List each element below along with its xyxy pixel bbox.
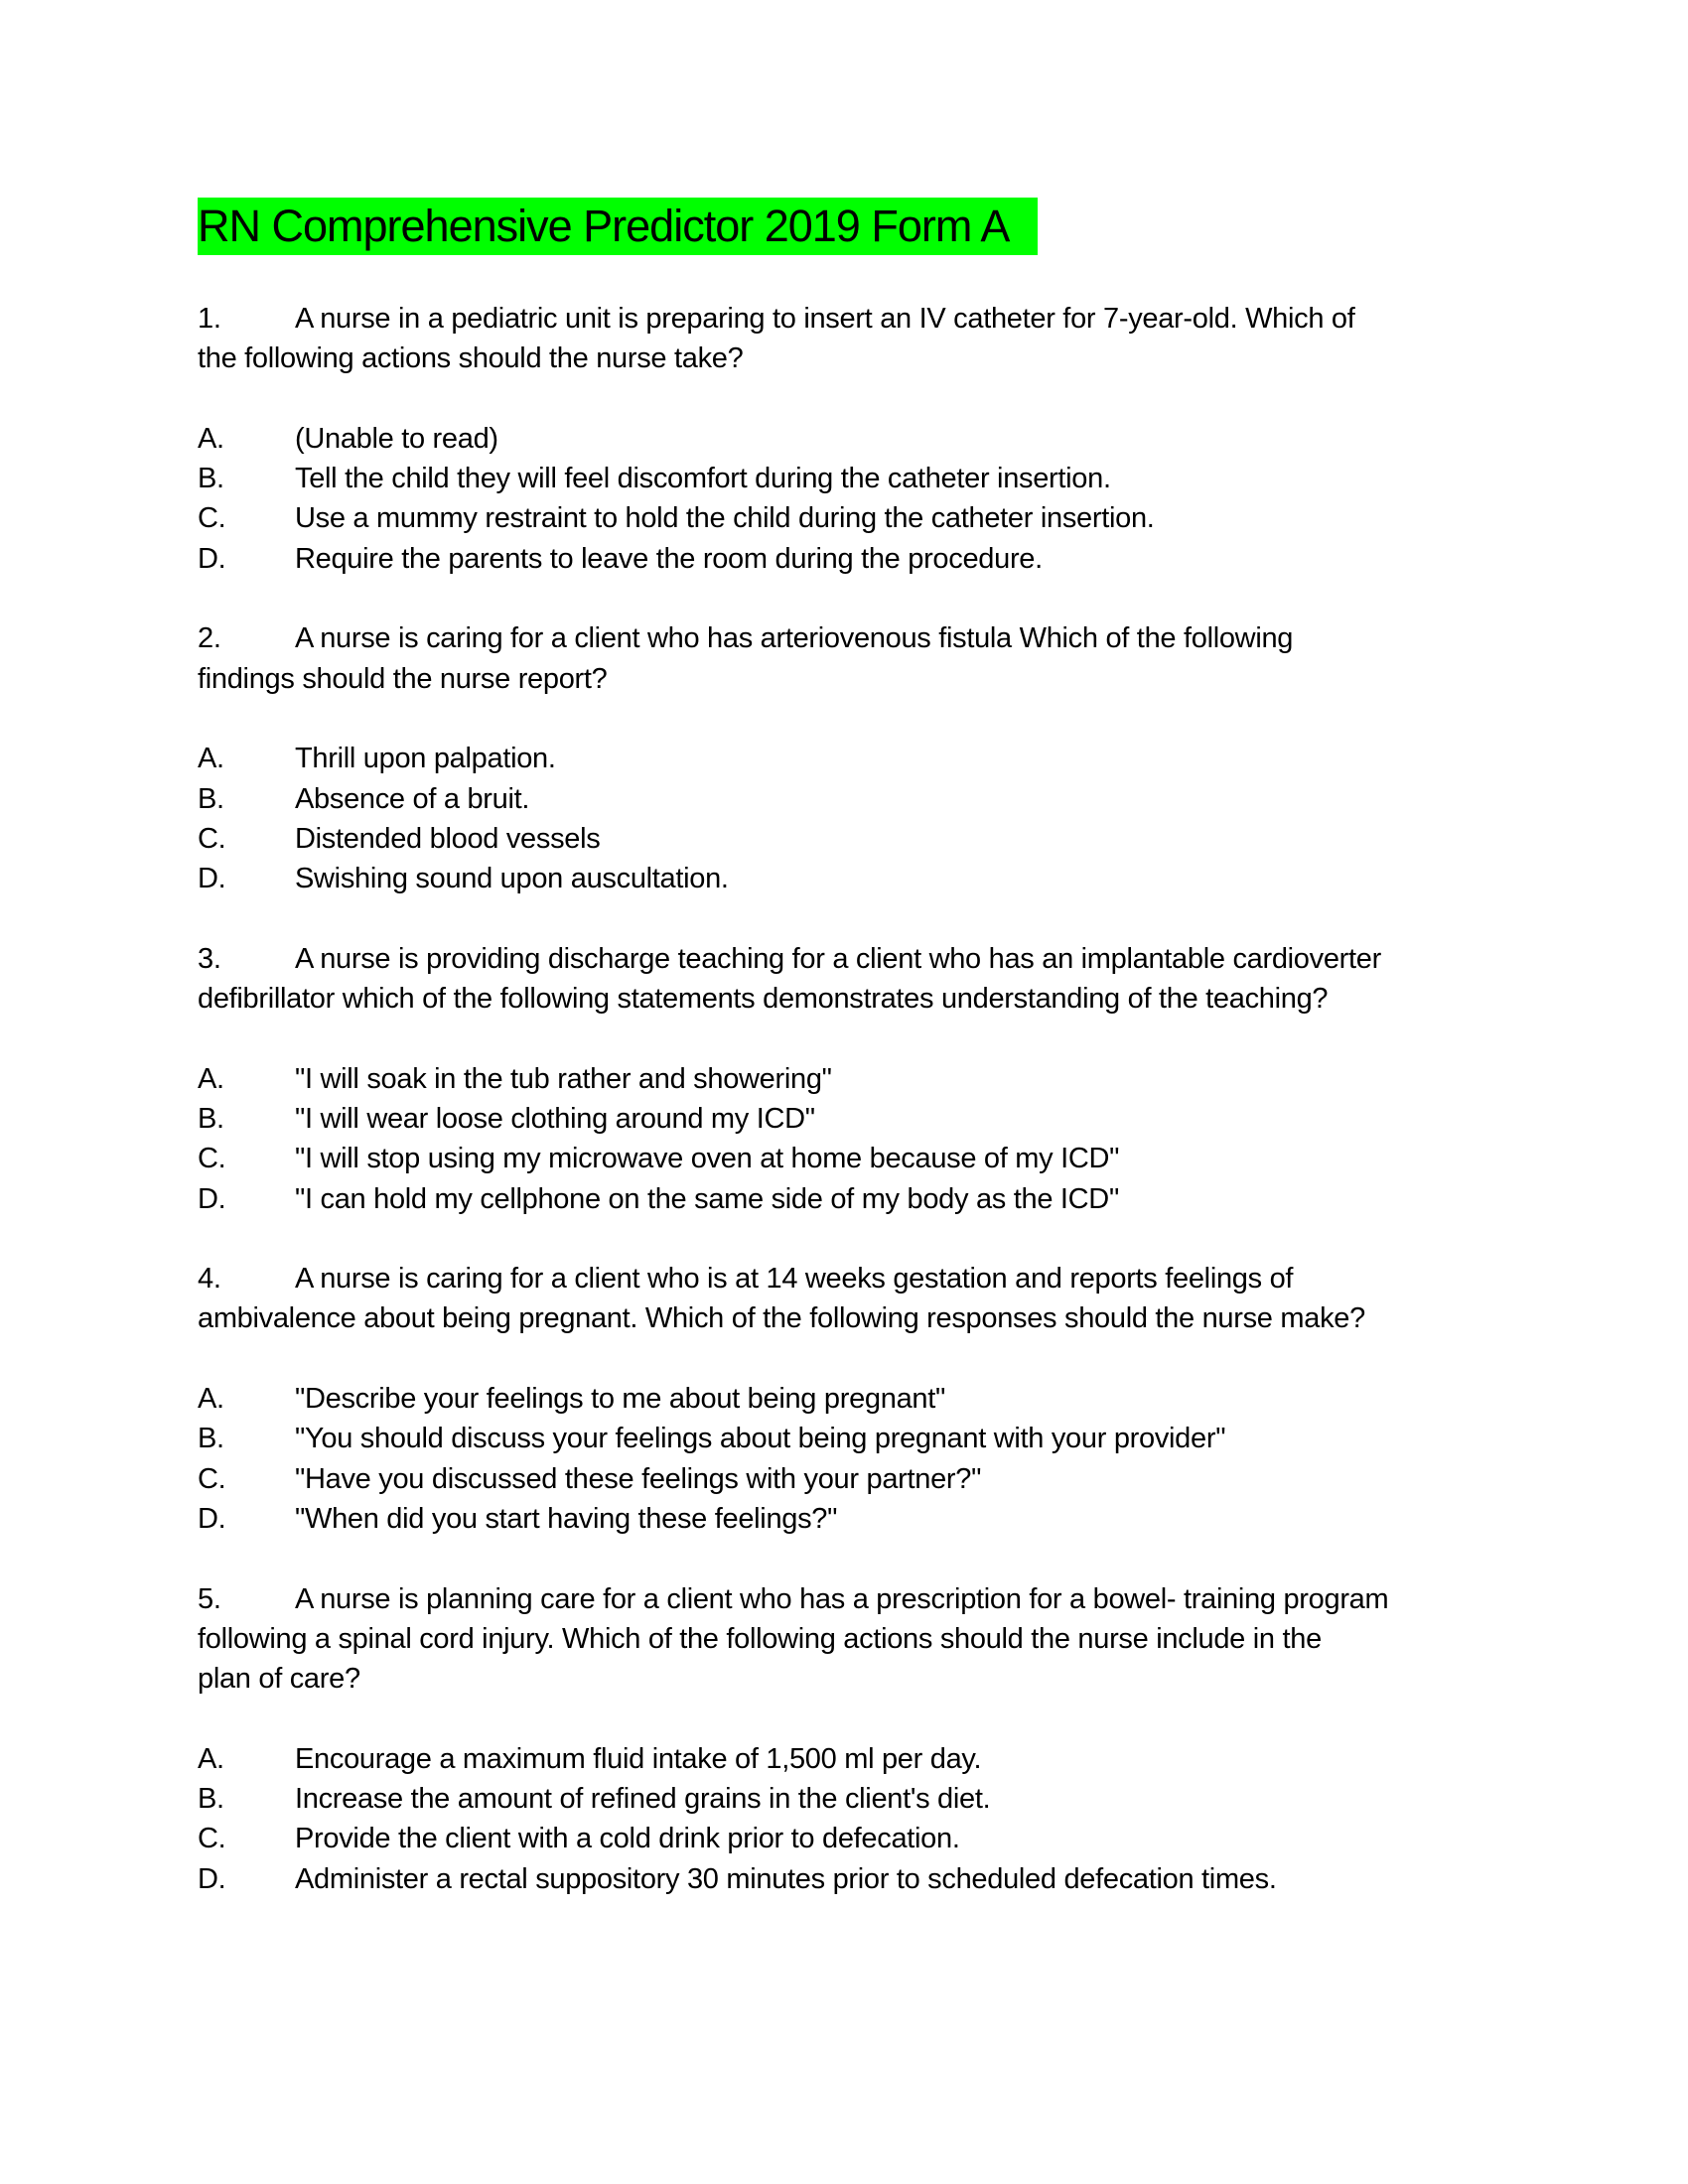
option-text: Thrill upon palpation. xyxy=(295,743,556,775)
option-letter: B. xyxy=(198,1423,224,1455)
question-number: 3. xyxy=(198,942,221,975)
question-stem xyxy=(198,1579,1478,1700)
option-text: Provide the client with a cold drink prior to defecation. xyxy=(295,1823,960,1855)
question-stem xyxy=(198,1259,1478,1339)
question-text-line: A nurse is caring for a client who has arteriovenous fistula Which of the following xyxy=(295,622,1294,655)
option-text: "Have you discussed these feelings with your partner?" xyxy=(295,1462,982,1495)
answer-option xyxy=(198,1859,1478,1899)
option-letter: D. xyxy=(198,1502,226,1535)
answer-option xyxy=(198,1779,1478,1819)
answer-options xyxy=(198,1739,1478,1899)
option-letter: D. xyxy=(198,1862,226,1895)
answer-option xyxy=(198,739,1478,778)
answer-options xyxy=(198,1379,1478,1539)
option-text: "I can hold my cellphone on the same side of my body as the ICD" xyxy=(295,1182,1119,1215)
option-letter: D. xyxy=(198,1182,226,1215)
option-text: Absence of a bruit. xyxy=(295,782,530,815)
option-letter: C. xyxy=(198,822,226,855)
option-letter: A. xyxy=(198,1383,224,1416)
answer-option xyxy=(198,1179,1478,1219)
answer-option xyxy=(198,1819,1478,1858)
option-letter: B. xyxy=(198,463,224,495)
question-text-line: A nurse in a pediatric unit is preparing to insert an IV catheter for 7-year-old. Which of xyxy=(295,303,1355,335)
question-number: 1. xyxy=(198,303,221,335)
option-text: Use a mummy restraint to hold the child during the catheter insertion. xyxy=(295,502,1155,535)
question-stem xyxy=(198,299,1478,379)
question-text-line: A nurse is planning care for a client who has a prescription for a bowel- training program xyxy=(295,1582,1389,1615)
question-text-line: plan of care? xyxy=(198,1663,360,1696)
option-letter: B. xyxy=(198,782,224,815)
answer-option xyxy=(198,1099,1478,1139)
answer-options xyxy=(198,739,1478,898)
option-letter: B. xyxy=(198,1102,224,1135)
question-number: 4. xyxy=(198,1263,221,1296)
question-text-line: ambivalence about being pregnant. Which of the following responses should the nurse make? xyxy=(198,1302,1365,1335)
question-text-line: findings should the nurse report? xyxy=(198,662,608,695)
option-letter: C. xyxy=(198,1462,226,1495)
option-text: "You should discuss your feelings about being pregnant with your provider" xyxy=(295,1423,1226,1455)
question-first-line xyxy=(198,1579,1478,1619)
question-first-line xyxy=(198,299,1478,339)
option-text: "When did you start having these feelings?" xyxy=(295,1502,838,1535)
option-text: Distended blood vessels xyxy=(295,822,601,855)
question-text-line: A nurse is caring for a client who is at 14 weeks gestation and reports feelings of xyxy=(295,1263,1294,1296)
answer-option xyxy=(198,539,1478,579)
option-text: Swishing sound upon auscultation. xyxy=(295,863,729,895)
question-stem xyxy=(198,939,1478,1020)
option-letter: C. xyxy=(198,1143,226,1175)
document-title: RN Comprehensive Predictor 2019 Form A xyxy=(198,198,1038,255)
question-text-line: A nurse is providing discharge teaching for a client who has an implantable cardioverter xyxy=(295,942,1381,975)
answer-option xyxy=(198,1459,1478,1499)
option-letter: A. xyxy=(198,1742,224,1775)
option-text: Administer a rectal suppository 30 minutes prior to scheduled defecation times. xyxy=(295,1862,1277,1895)
option-text: Tell the child they will feel discomfort during the catheter insertion. xyxy=(295,463,1111,495)
answer-option xyxy=(198,1059,1478,1099)
question-number: 5. xyxy=(198,1582,221,1615)
answer-option xyxy=(198,459,1478,498)
option-text: Encourage a maximum fluid intake of 1,500 ml per day. xyxy=(295,1742,982,1775)
question-text-line: defibrillator which of the following statements demonstrates understanding of the teaching? xyxy=(198,983,1329,1016)
option-text: (Unable to read) xyxy=(295,422,498,455)
question-list xyxy=(198,299,1478,1939)
option-text: "I will wear loose clothing around my ICD" xyxy=(295,1102,815,1135)
answer-option xyxy=(198,1499,1478,1539)
option-letter: D. xyxy=(198,542,226,575)
answer-option xyxy=(198,498,1478,538)
option-text: Require the parents to leave the room during the procedure. xyxy=(295,542,1043,575)
answer-option xyxy=(198,1419,1478,1458)
answer-option xyxy=(198,859,1478,898)
question-text-line: following a spinal cord injury. Which of the following actions should the nurse include in the xyxy=(198,1622,1322,1655)
option-letter: B. xyxy=(198,1782,224,1815)
option-letter: A. xyxy=(198,743,224,775)
answer-option xyxy=(198,1379,1478,1419)
answer-option xyxy=(198,419,1478,459)
answer-options xyxy=(198,419,1478,579)
question-text-line: the following actions should the nurse take? xyxy=(198,342,744,375)
option-text: "Describe your feelings to me about being pregnant" xyxy=(295,1383,945,1416)
option-letter: A. xyxy=(198,422,224,455)
answer-option xyxy=(198,1139,1478,1178)
option-letter: D. xyxy=(198,863,226,895)
answer-option xyxy=(198,779,1478,819)
option-text: "I will stop using my microwave oven at home because of my ICD" xyxy=(295,1143,1120,1175)
option-letter: C. xyxy=(198,1823,226,1855)
answer-option xyxy=(198,1739,1478,1779)
question-first-line xyxy=(198,939,1478,979)
option-text: "I will soak in the tub rather and showering" xyxy=(295,1062,832,1095)
question-number: 2. xyxy=(198,622,221,655)
option-letter: C. xyxy=(198,502,226,535)
option-text: Increase the amount of refined grains in the client's diet. xyxy=(295,1782,991,1815)
question-first-line xyxy=(198,618,1478,658)
option-letter: A. xyxy=(198,1062,224,1095)
answer-option xyxy=(198,819,1478,859)
question-first-line xyxy=(198,1259,1478,1298)
question-stem xyxy=(198,618,1478,699)
answer-options xyxy=(198,1059,1478,1219)
